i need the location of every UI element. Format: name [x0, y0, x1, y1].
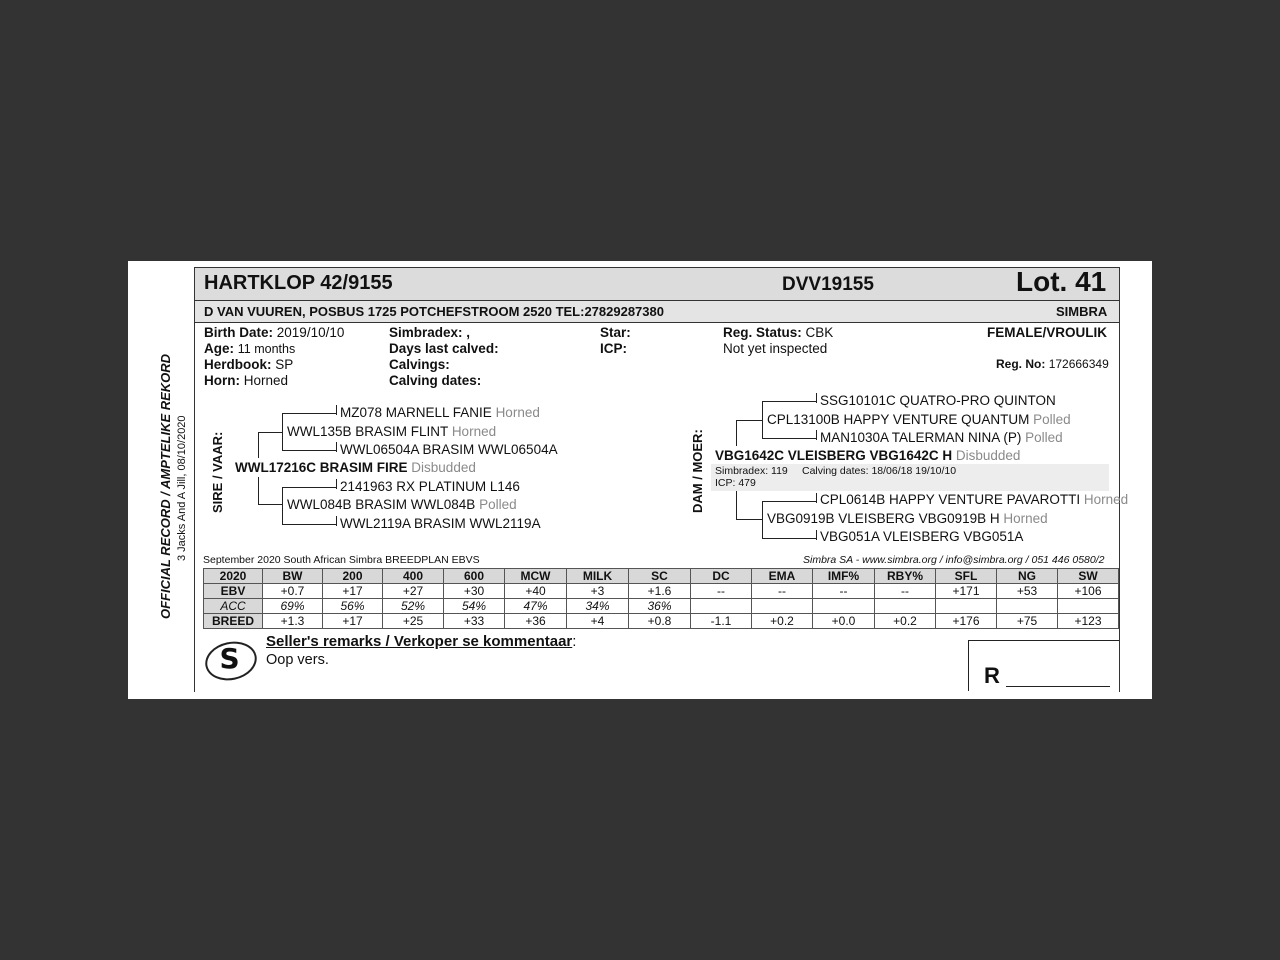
- reg-number: Reg. No: 172666349: [996, 357, 1109, 371]
- ebv-cell: 56%: [323, 599, 383, 614]
- ebv-cell: +36: [505, 614, 567, 629]
- ebv-cell: +0.7: [263, 584, 323, 599]
- breeder-line: D VAN VUUREN, POSBUS 1725 POTCHEFSTROOM 2520 TEL:27829287380: [204, 304, 664, 319]
- dam-calving-dates: Calving dates: 18/06/18 19/10/10: [802, 465, 957, 477]
- birth-date: Birth Date: 2019/10/10: [204, 325, 345, 340]
- ebv-cell: [997, 599, 1058, 614]
- ebv-header-row: [204, 569, 1119, 584]
- dam-label: DAM / MOER:: [690, 429, 705, 513]
- sire-sire-sire: MZ078 MARNELL FANIE Horned: [340, 405, 540, 420]
- inspection-status: Not yet inspected: [723, 341, 828, 356]
- ebv-cell: +75: [997, 614, 1058, 629]
- sire-name: WWL17216C BRASIM FIRE Disbudded: [235, 460, 476, 475]
- calvings-label: Calvings:: [389, 357, 450, 372]
- ebv-cell: +176: [936, 614, 997, 629]
- ebv-col-header: 200: [323, 569, 383, 584]
- sire-sire-dam: WWL06504A BRASIM WWL06504A: [340, 442, 558, 457]
- ebv-cell: [813, 599, 875, 614]
- ebv-cell: +3: [567, 584, 629, 599]
- sire-dam: WWL084B BRASIM WWL084B Polled: [287, 497, 517, 512]
- lot-number: Lot. 41: [1016, 266, 1107, 297]
- ebv-cell: +0.0: [813, 614, 875, 629]
- ebv-cell: +0.8: [629, 614, 691, 629]
- dam-dam-sire: CPL0614B HAPPY VENTURE PAVAROTTI Horned: [820, 492, 1129, 507]
- ebv-cell: [936, 599, 997, 614]
- ebv-cell: 52%: [383, 599, 444, 614]
- dam-icp: ICP: 479: [715, 477, 756, 489]
- remarks-text: Oop vers.: [266, 652, 329, 668]
- star-label: Star:: [600, 325, 631, 340]
- ebv-cell: +17: [323, 584, 383, 599]
- ebv-cell: +33: [444, 614, 505, 629]
- ebv-cell: 69%: [263, 599, 323, 614]
- age: Age: 11 months: [204, 341, 296, 356]
- dam-dam-dam: VBG051A VLEISBERG VBG051A: [820, 529, 1024, 544]
- source-label: 3 Jacks And A Jill, 08/10/2020: [176, 415, 188, 561]
- ebv-cell: +17: [323, 614, 383, 629]
- sire-sire: WWL135B BRASIM FLINT Horned: [287, 424, 497, 439]
- breed-label: SIMBRA: [1056, 304, 1108, 319]
- ebv-cell: +123: [1058, 614, 1119, 629]
- ebv-cell: +171: [936, 584, 997, 599]
- animal-id: DVV19155: [782, 274, 874, 295]
- horn-status: Horn: Horned: [204, 373, 289, 388]
- ebv-col-header: SFL: [936, 569, 997, 584]
- dam-sire: CPL13100B HAPPY VENTURE QUANTUM Polled: [767, 412, 1071, 427]
- reg-status: Reg. Status: CBK: [723, 325, 834, 340]
- ebv-cell: [875, 599, 936, 614]
- ebv-cell: ACC: [204, 599, 263, 614]
- ebv-cell: +0.2: [752, 614, 813, 629]
- official-record-label: OFFICIAL RECORD / AMPTELIKE REKORD: [158, 353, 173, 619]
- ebv-cell: 34%: [567, 599, 629, 614]
- ebv-col-header: 2020: [204, 569, 263, 584]
- dam-sire-dam: MAN1030A TALERMAN NINA (P) Polled: [820, 430, 1063, 445]
- ebv-col-header: 600: [444, 569, 505, 584]
- ebv-cell: +106: [1058, 584, 1119, 599]
- ebv-col-header: MCW: [505, 569, 567, 584]
- ebv-cell: +53: [997, 584, 1058, 599]
- sire-dam-sire: 2141963 RX PLATINUM L146: [340, 479, 520, 494]
- lot-card: [128, 261, 1152, 699]
- ebv-col-header: EMA: [752, 569, 813, 584]
- ebv-table: [203, 568, 1119, 629]
- ebv-col-header: DC: [691, 569, 752, 584]
- dam-dam: VBG0919B VLEISBERG VBG0919B H Horned: [767, 511, 1048, 526]
- ebv-cell: BREED: [204, 614, 263, 629]
- ebv-cell: +40: [505, 584, 567, 599]
- ebv-col-header: MILK: [567, 569, 629, 584]
- ebv-row-breed: [204, 614, 1119, 629]
- ebv-col-header: RBY%: [875, 569, 936, 584]
- price-label: R: [984, 663, 1000, 688]
- ebv-cell: +30: [444, 584, 505, 599]
- ebv-cell: +27: [383, 584, 444, 599]
- ebv-cell: 47%: [505, 599, 567, 614]
- sire-label: SIRE / VAAR:: [210, 431, 225, 513]
- ebv-cell: +1.3: [263, 614, 323, 629]
- ebv-contact: Simbra SA - www.simbra.org / info@simbra.org / 051 446 0580/2: [803, 554, 1105, 566]
- ebv-cell: 36%: [629, 599, 691, 614]
- ebv-col-header: IMF%: [813, 569, 875, 584]
- remarks-heading: Seller's remarks / Verkoper se kommentaar:: [266, 633, 577, 650]
- ebv-row-ebv: [204, 584, 1119, 599]
- ebv-col-header: SC: [629, 569, 691, 584]
- ebv-cell: +25: [383, 614, 444, 629]
- ebv-col-header: 400: [383, 569, 444, 584]
- ebv-cell: +1.6: [629, 584, 691, 599]
- sire-dam-dam: WWL2119A BRASIM WWL2119A: [340, 516, 541, 531]
- dam-name: VBG1642C VLEISBERG VBG1642C H Disbudded: [715, 448, 1021, 463]
- ebv-cell: --: [875, 584, 936, 599]
- ebv-cell: --: [691, 584, 752, 599]
- ebv-cell: +0.2: [875, 614, 936, 629]
- ebv-col-header: BW: [263, 569, 323, 584]
- ebv-cell: +4: [567, 614, 629, 629]
- ebv-cell: [752, 599, 813, 614]
- ebv-col-header: NG: [997, 569, 1058, 584]
- price-field[interactable]: [1006, 686, 1110, 687]
- ebv-col-header: SW: [1058, 569, 1119, 584]
- ebv-cell: [1058, 599, 1119, 614]
- simbra-logo: S: [202, 637, 261, 685]
- calving-dates-label: Calving dates:: [389, 373, 482, 388]
- sex-label: FEMALE/VROULIK: [987, 325, 1107, 340]
- ebv-cell: --: [752, 584, 813, 599]
- ebv-cell: 54%: [444, 599, 505, 614]
- ebv-cell: [691, 599, 752, 614]
- ebv-cell: --: [813, 584, 875, 599]
- icp-label: ICP:: [600, 341, 627, 356]
- herdbook: Herdbook: SP: [204, 357, 294, 372]
- ebv-cell: -1.1: [691, 614, 752, 629]
- ebv-cell: EBV: [204, 584, 263, 599]
- ebv-row-acc: [204, 599, 1119, 614]
- animal-name: HARTKLOP 42/9155: [204, 272, 393, 294]
- dam-sire-sire: SSG10101C QUATRO-PRO QUINTON: [820, 393, 1056, 408]
- ebv-title: September 2020 South African Simbra BREEDPLAN EBVS: [203, 554, 480, 566]
- simbradex-label: Simbradex: ,: [389, 325, 471, 340]
- dam-simbradex: Simbradex: 119: [715, 465, 788, 477]
- days-last-calved-label: Days last calved:: [389, 341, 499, 356]
